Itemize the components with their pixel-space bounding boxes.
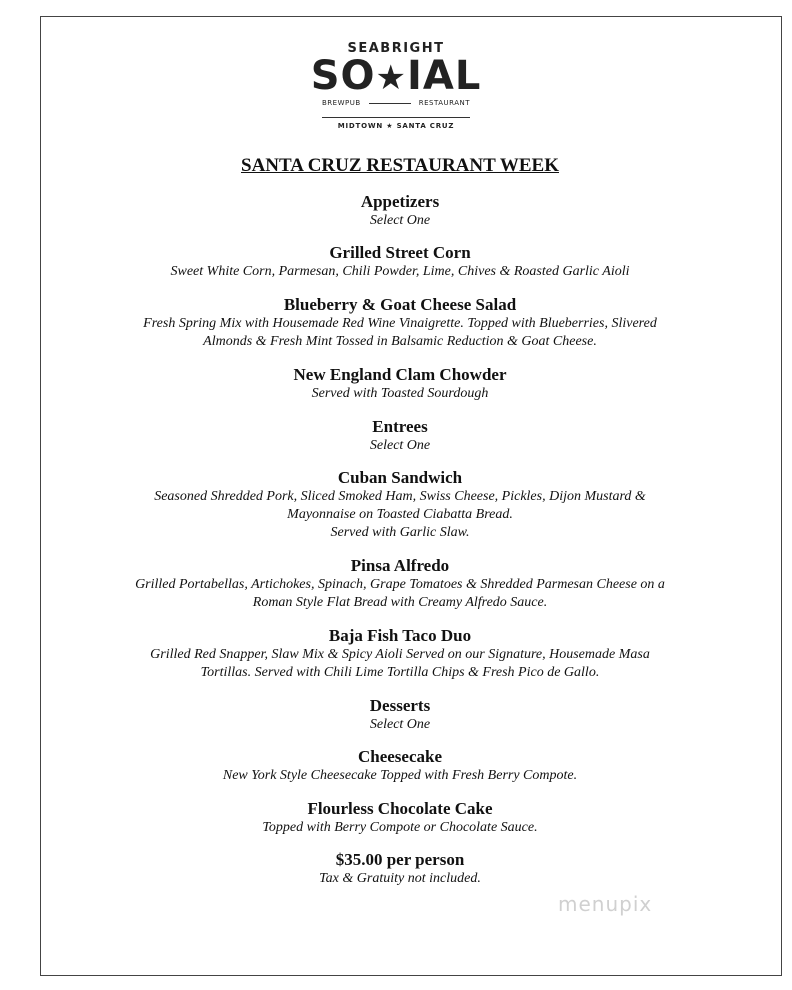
- logo-main-right: IAL: [406, 53, 482, 99]
- logo-sub-left: BREWPUB: [322, 99, 361, 107]
- desserts-section: [40, 696, 760, 837]
- item-name: Blueberry & Goat Cheese Salad: [283, 295, 517, 314]
- logo-subline: [322, 99, 470, 107]
- logo-divider: [369, 103, 411, 104]
- section-heading: Entrees: [372, 417, 428, 436]
- logo-location: MIDTOWN ★ SANTA CRUZ: [322, 117, 470, 130]
- menu-item: [40, 468, 760, 542]
- item-description-line: Served with Toasted Sourdough: [311, 386, 489, 401]
- logo-sub-right: RESTAURANT: [418, 99, 470, 107]
- item-name: New England Clam Chowder: [293, 365, 507, 384]
- menu-item: [40, 799, 760, 837]
- menu-item: [40, 747, 760, 785]
- seabright-social-logo: [0, 42, 792, 130]
- item-description-line: Grilled Portabellas, Artichokes, Spinach, Grape Tomatoes & Shredded Parmesan Cheese on a: [135, 577, 665, 592]
- item-description-line: Mayonnaise on Toasted Ciabatta Bread.: [287, 507, 513, 522]
- appetizers-section: [40, 192, 760, 403]
- item-description-line: Served with Garlic Slaw.: [330, 525, 470, 540]
- item-description-line: Seasoned Shredded Pork, Sliced Smoked Ham, Swiss Cheese, Pickles, Dijon Mustard &: [154, 489, 646, 504]
- menu-content: [40, 154, 760, 888]
- menu-item: [40, 243, 760, 281]
- item-description-line: Tortillas. Served with Chili Lime Tortilla Chips & Fresh Pico de Gallo.: [200, 665, 600, 680]
- menu-title: SANTA CRUZ RESTAURANT WEEK: [241, 155, 559, 176]
- logo-top-text: SEABRIGHT: [347, 41, 445, 56]
- section-subheading: Select One: [369, 213, 431, 228]
- item-name: Grilled Street Corn: [329, 243, 471, 262]
- section-heading: Appetizers: [360, 192, 440, 211]
- price-section: [40, 850, 760, 888]
- item-name: Cheesecake: [357, 747, 443, 766]
- item-description-line: Almonds & Fresh Mint Tossed in Balsamic Reduction & Goat Cheese.: [203, 334, 597, 349]
- menu-item: [40, 626, 760, 682]
- star-icon: ★: [375, 58, 407, 98]
- item-name: Cuban Sandwich: [337, 468, 463, 487]
- item-name: Baja Fish Taco Duo: [328, 626, 472, 645]
- item-description-line: Roman Style Flat Bread with Creamy Alfredo Sauce.: [252, 595, 548, 610]
- menu-item: [40, 556, 760, 612]
- item-name: Flourless Chocolate Cake: [307, 799, 493, 818]
- price-per-person: $35.00 per person: [335, 850, 465, 869]
- item-description-line: Grilled Red Snapper, Slaw Mix & Spicy Aioli Served on our Signature, Housemade Masa: [150, 647, 650, 662]
- menu-item: [40, 295, 760, 351]
- section-subheading: Select One: [369, 717, 431, 732]
- item-name: Pinsa Alfredo: [350, 556, 450, 575]
- price-note: Tax & Gratuity not included.: [319, 871, 481, 886]
- item-description-line: Sweet White Corn, Parmesan, Chili Powder, Lime, Chives & Roasted Garlic Aioli: [170, 264, 630, 279]
- item-description-line: Topped with Berry Compote or Chocolate Sauce.: [262, 820, 538, 835]
- section-heading: Desserts: [369, 696, 431, 715]
- menupix-watermark: menupix: [558, 892, 653, 916]
- item-description-line: Fresh Spring Mix with Housemade Red Wine Vinaigrette. Topped with Blueberries, Slivered: [143, 316, 657, 331]
- logo-main-left: SO: [310, 53, 376, 99]
- section-subheading: Select One: [369, 438, 431, 453]
- logo-main-text: [0, 53, 792, 99]
- item-description-line: New York Style Cheesecake Topped with Fresh Berry Compote.: [222, 768, 578, 783]
- menu-item: [40, 365, 760, 403]
- entrees-section: [40, 417, 760, 682]
